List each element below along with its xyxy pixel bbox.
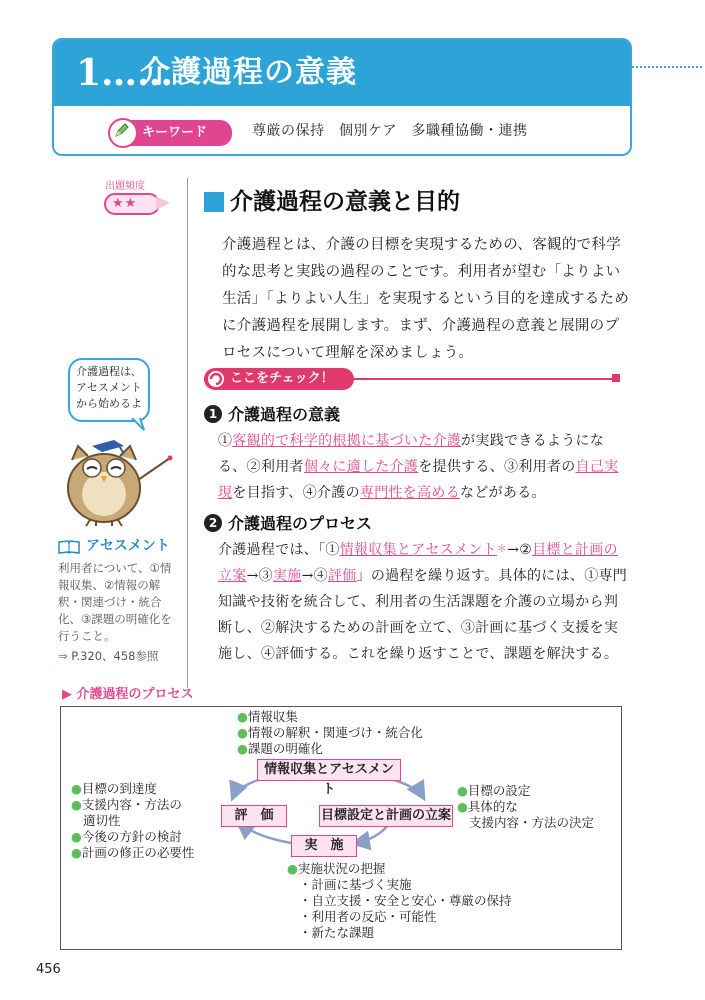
- list-item: ●具体的な: [457, 799, 518, 814]
- planning-box: 目標設定と計画の立案: [319, 805, 453, 827]
- top-item-list: [237, 709, 423, 757]
- list-item: ●計画の修正の必要性: [71, 845, 195, 860]
- process-diagram: [60, 706, 622, 950]
- evaluation-box: 評 価: [221, 805, 287, 827]
- chapter-title: 介護過程の意義: [140, 55, 357, 90]
- assessment-box: 情報収集とアセスメント: [257, 759, 401, 781]
- glossary-body: 利用者について、①情報収集、②情報の解釈・関連づけ・統合化、③課題の明確化を行うこと。: [58, 561, 172, 643]
- subsection-2-heading: [204, 512, 372, 536]
- section-marker: [204, 192, 224, 212]
- speech-bubble: 介護過程は､アセスメントから始めるよ: [68, 358, 150, 422]
- star-icon: ★★: [112, 196, 138, 211]
- header-dotted-line: [632, 66, 702, 68]
- page-number: 456: [36, 962, 61, 977]
- check-rule: [354, 378, 616, 380]
- column-divider: [187, 178, 188, 688]
- list-item: ●目標の到達度: [71, 781, 157, 796]
- subsection-1-heading: [204, 403, 340, 427]
- glossary-reference: [58, 648, 159, 665]
- book-icon: [58, 540, 80, 554]
- list-item: 適切性: [83, 813, 121, 828]
- reference-text: P.320、458参照: [71, 649, 159, 663]
- subsection-2-body: 介護過程では、「①情報収集とアセスメント＊→②目標と計画の立案→③実施→④評価」の過程を繰り返す。具体的には、①専門知識や技術を統合して、利用者の生活課題を介護の立場から判断し、②解決するための計画を立て、③計画に基づく支援を実施し、④評価する。これを繰り返すことで、課題を解決する。: [218, 542, 628, 662]
- list-item: ・新たな課題: [299, 925, 375, 940]
- check-icon: [208, 371, 224, 387]
- list-item: ●目標の設定: [457, 783, 531, 798]
- frequency-pointer: [156, 196, 170, 210]
- list-item: ・自立支援・安全と安心・尊厳の保持: [299, 893, 512, 908]
- diagram-title: ▶ 介護過程のプロセス: [62, 687, 194, 702]
- check-banner: [204, 368, 354, 390]
- list-item: ●今後の方針の検討: [71, 829, 182, 844]
- keyword-badge: [110, 120, 232, 146]
- right-item-list: [457, 783, 594, 831]
- list-item: ●情報の解釈・関連づけ・統合化: [237, 725, 423, 740]
- section-title: 介護過程の意義と目的: [230, 189, 460, 215]
- bottom-item-list: [287, 861, 512, 941]
- chapter-number: 1……: [76, 52, 174, 94]
- implementation-box: 実 施: [291, 835, 357, 857]
- list-item: ●支援内容・方法の: [71, 797, 182, 812]
- number-badge: 1: [204, 405, 222, 423]
- subsection-1-title: 介護過程の意義: [228, 405, 341, 424]
- list-item: ●情報収集: [237, 709, 298, 724]
- list-item: ●課題の明確化: [237, 741, 323, 756]
- keyword-label: キーワード: [142, 125, 208, 140]
- subsection-1-body: ①客観的で科学的根拠に基づいた介護が実践できるようになる、②利用者個々に適した介護を提供する、③利用者の自己実現を目指す、④介護の専門性を高めるなどがある。: [218, 433, 619, 501]
- list-item: ●実施状況の把握: [287, 861, 386, 876]
- left-item-list: [71, 781, 194, 861]
- list-item: 支援内容・方法の決定: [469, 815, 595, 830]
- section-intro: 介護過程とは、介護の目標を実現するための、客観的で科学的な思考と実践の過程のことです。利用者が望む「よりよい生活」「よりよい人生」を実現するという目的を達成するために介護過程を展開します。まず、介護過程の意義と展開のプロセスについて理解を深めましょう。: [222, 237, 630, 361]
- glossary-title: アセスメント: [86, 538, 170, 554]
- list-item: ・利用者の反応・可能性: [299, 909, 437, 924]
- owl-mascot-icon: [52, 420, 182, 528]
- number-badge: 2: [204, 514, 222, 532]
- chapter-header: [52, 38, 632, 156]
- subsection-2-title: 介護過程のプロセス: [228, 514, 373, 533]
- arrow-icon: ⇒: [58, 649, 68, 663]
- frequency-label: 出題頻度: [105, 181, 145, 192]
- frequency-rating: [104, 193, 160, 215]
- pencil-icon: [108, 118, 138, 148]
- keyword-list: 尊厳の保持 個別ケア 多職種協働・連携: [252, 123, 528, 139]
- list-item: ・計画に基づく実施: [299, 877, 412, 892]
- check-label: ここをチェック！: [230, 371, 334, 386]
- check-rule-end: [612, 374, 620, 382]
